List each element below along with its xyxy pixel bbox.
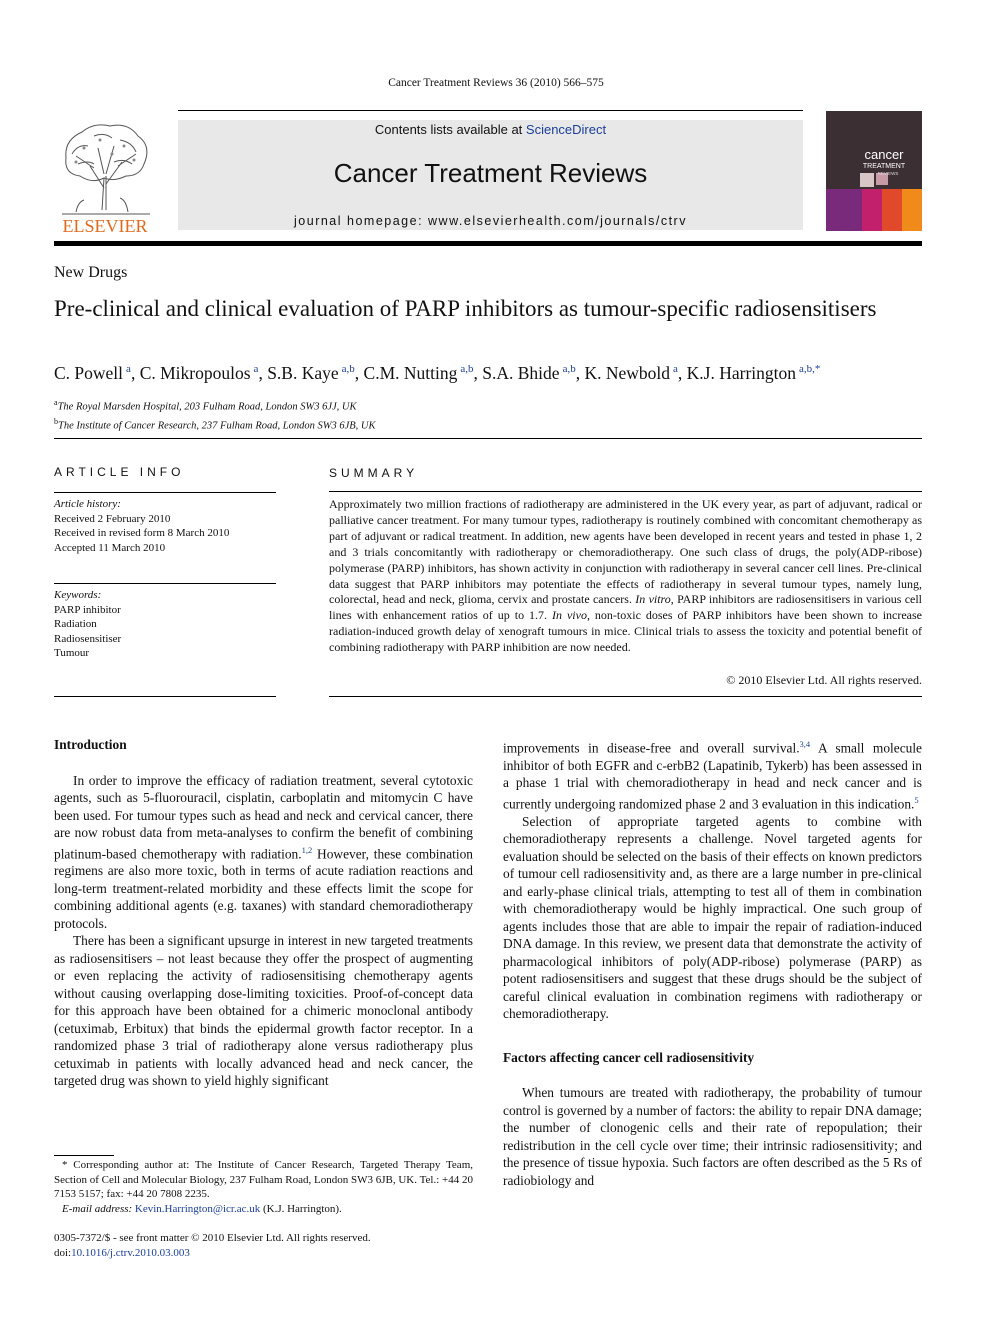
keywords-label: Keywords:	[54, 589, 102, 601]
author-affiliation-mark[interactable]: a,b	[562, 363, 576, 376]
footnote-corresponding: * Corresponding author at: The Institute of Cancer Research, Targeted Therapy Team, Section of Cell and Molecular Biology, 237 Fulham Road, London SW3 6JB, UK. Tel.: +44 20 7153 5157; fax: +44 20 7808 2235.	[54, 1159, 473, 1200]
journal-banner	[178, 120, 803, 230]
journal-title: Cancer Treatment Reviews	[333, 158, 648, 188]
author-affiliation-mark[interactable]: a	[126, 363, 131, 376]
body-column-left	[54, 736, 473, 1090]
history-label: Article history:	[54, 498, 121, 510]
affiliations	[54, 396, 376, 433]
footnote-rule	[54, 1155, 114, 1156]
paragraph-text: improvements in disease-free and overall survival.	[503, 740, 800, 756]
affiliation	[54, 415, 376, 434]
summary-rule	[329, 491, 922, 492]
factors-heading: Factors affecting cancer cell radiosensitivity	[503, 1049, 755, 1065]
introduction-heading: Introduction	[54, 737, 127, 752]
section-label: New Drugs	[54, 264, 128, 281]
paragraph	[503, 736, 922, 813]
author-separator: ,	[258, 363, 268, 383]
author-list	[54, 363, 820, 384]
issn-line: 0305-7372/$ - see front matter © 2010 Elsevier Ltd. All rights reserved.	[54, 1232, 371, 1244]
cover-art	[826, 111, 922, 231]
citation-ref[interactable]: 1,2	[301, 844, 313, 855]
summary-italic: In vitro	[635, 592, 671, 607]
keyword: PARP inhibitor	[54, 603, 121, 616]
article-info-rule	[54, 492, 276, 493]
history-revised: Received in revised form 8 March 2010	[54, 527, 230, 539]
paragraph-text: In order to improve the efficacy of radiation treatment, several cytotoxic agents, such as 5-fluorouracil, cisplatin, carboplatin and mitomycin C have been used. For tumour types such as head and neck and cervical cancer, there are now robust data from meta-analyses to confirm the benefit of combining platinum-based chemotherapy with radiation.	[54, 772, 473, 861]
author-separator: ,	[677, 363, 687, 383]
email-label: E-mail address:	[62, 1202, 135, 1215]
doi-link[interactable]: 10.1016/j.ctrv.2010.03.003	[71, 1246, 190, 1259]
keywords	[54, 588, 121, 661]
citation-ref[interactable]: 5	[914, 794, 919, 805]
contents-prefix: Contents lists available at	[374, 122, 526, 137]
paragraph-text: A small molecule inhibitor of both EGFR and c-erbB2 (Lapatinib, Tykerb) has been assessed in a phase 1 trial with chemoradiotherapy in head and neck cancer and is currently undergoing randomized phase 2 and 3 evaluation in this indication.	[503, 740, 922, 812]
cover-title-3: REVIEWS	[877, 171, 899, 176]
history-received: Received 2 February 2010	[54, 512, 171, 525]
paragraph	[54, 772, 473, 933]
header-rule	[178, 110, 803, 111]
author-name: S.A. Bhide	[482, 363, 560, 383]
author-name: C.M. Nutting	[363, 363, 458, 383]
article-title: Pre-clinical and clinical evaluation of PARP inhibitors as tumour-specific radiosensitisers	[54, 296, 877, 321]
summary-heading: SUMMARY	[329, 466, 419, 480]
front-matter-rule	[54, 438, 922, 439]
author-name: C. Powell	[54, 363, 124, 383]
summary-rule	[329, 696, 922, 697]
elsevier-wordmark: ELSEVIER	[62, 216, 148, 236]
journal-cover	[826, 111, 922, 231]
page-footer	[54, 1231, 371, 1260]
article-info-rule	[54, 696, 276, 697]
affiliation	[54, 396, 376, 415]
article-history	[54, 497, 229, 555]
author-name: K. Newbold	[584, 363, 671, 383]
paragraph-text: However, these combination regimens are also more toxic, both in terms of acute radiation reactions and long-term treatment-related morbidity and these effects limit the scope for combining additional agents (e.g. taxanes) with standard chemoradiotherapy protocols.	[54, 845, 473, 931]
author-affiliation-mark[interactable]: a	[673, 363, 678, 376]
affiliation-mark: a	[54, 398, 58, 407]
author-name: K.J. Harrington	[686, 363, 797, 383]
body-column-right	[503, 736, 922, 1189]
contents-line	[178, 122, 803, 137]
author-separator: ,	[130, 363, 140, 383]
journal-citation: Cancer Treatment Reviews 36 (2010) 566–575	[388, 77, 604, 89]
author-separator: ,	[354, 363, 364, 383]
summary-part: Approximately two million fractions of radiotherapy are administered in the UK every year, as part of adjuvant, radical or palliative cancer treatment. For many tumour types, radiotherapy is routinely combined with concomitant chemotherapy as part of adjuvant or radical treatment. In addition, new agents have been developed in recent years and tested in phase 1, 2 and 3 trials concomitantly with radiotherapy or chemoradiotherapy. One such class of drugs, the poly(ADP-ribose) polymerase (PARP) inhibitors, has shown activity in conjunction with radiotherapy in several cancer cell lines. Pre-clinical data suggest that PARP inhibitors may potentiate the effects of radiotherapy in several tumour types, namely lung, colorectal, head and neck, glioma, cervix and prostate cancers.	[329, 497, 922, 607]
author-affiliation-mark[interactable]: a,b	[460, 363, 474, 376]
keyword: Tumour	[54, 647, 90, 659]
author-name: C. Mikropoulos	[139, 363, 251, 383]
author-affiliation-mark[interactable]: a,b,*	[799, 363, 821, 376]
keyword: Radiation	[54, 618, 97, 630]
elsevier-tree-icon	[54, 118, 156, 236]
paragraph: There has been a significant upsurge in interest in new targeted treatments as radiosensitisers – not least because they offer the prospect of augmenting or even replacing the activity of radiosensitising chemotherapy agents without causing overlapping dose-limiting toxicities. Proof-of-concept data for this approach have been obtained for a chimeric monoclonal antibody (cetuximab, Erbitux) that binds the epidermal growth factor receptor. In a randomized phase 3 trial of radiotherapy alone versus radiotherapy plus cetuximab in patients with locally advanced head and neck cancer, the targeted drug was shown to yield highly significant	[54, 933, 473, 1089]
author-separator: ,	[473, 363, 483, 383]
author-name: S.B. Kaye	[267, 363, 339, 383]
corresponding-footnote	[54, 1158, 473, 1216]
paragraph: When tumours are treated with radiotherapy, the probability of tumour control is governed by a number of factors: the ability to repair DNA damage; the number of clonogenic cells and their rate of repopulation; their redistribution in the cell cycle over time; their intrinsic radiosensitivity; and the presence of tissue hypoxia. Such factors are often described as the 5 Rs of radiobiology and	[503, 1085, 922, 1188]
summary-text	[329, 497, 922, 656]
history-accepted: Accepted 11 March 2010	[54, 541, 166, 554]
summary-copyright: © 2010 Elsevier Ltd. All rights reserved.	[726, 673, 922, 687]
elsevier-logo	[54, 118, 156, 236]
doi-prefix: doi:	[54, 1246, 72, 1259]
cover-title-1: cancer	[864, 147, 904, 162]
email-link[interactable]: Kevin.Harrington@icr.ac.uk	[134, 1202, 261, 1215]
keyword: Radiosensitiser	[54, 632, 122, 645]
email-suffix: (K.J. Harrington).	[260, 1202, 342, 1215]
journal-homepage[interactable]: journal homepage: www.elsevierhealth.com/journals/ctrv	[294, 214, 687, 228]
author-affiliation-mark[interactable]: a	[253, 363, 259, 376]
header-thick-rule	[54, 241, 922, 246]
author-separator: ,	[575, 363, 585, 383]
article-info-rule	[54, 583, 276, 584]
author-affiliation-mark[interactable]: a,b	[341, 363, 355, 376]
affiliation-mark: b	[54, 416, 58, 426]
summary-part: , non-toxic doses of PARP inhibitors have been shown to increase radiation-induced growth delay of xenograft tumours in mice. Clinical trials to assess the toxicity and potential benefit of combining radiotherapy with PARP inhibition are now needed.	[329, 608, 922, 655]
summary-italic: In vivo	[552, 608, 587, 623]
affiliation-text: The Institute of Cancer Research, 237 Fulham Road, London SW3 6JB, UK	[58, 420, 376, 431]
cover-title-2: TREATMENT	[862, 163, 906, 170]
summary-part: , PARP inhibitors are radiosensitisers in various cell lines with enhancement ratios of up to 1.7.	[329, 592, 923, 623]
paragraph: Selection of appropriate targeted agents to combine with chemoradiotherapy represents a challenge. Novel targeted agents for evaluation should be selected on the basis of their effects on known predictors of tumour cell radiosensitivity and, as there are a large number in pre-clinical and early-phase clinical trials, attempting to test all of them in combination with chemoradiotherapy would be highly impractical. One such group of agents includes those that are able to impair the repair of radiation-induced DNA damage. In this review, we present data that demonstrate the activity of pharmacological inhibitors of poly(ADP-ribose) polymerase (PARP) as potent radiosensitisers and suggest that these drugs should be the subject of careful clinical evaluation in combination regimens with radiotherapy or chemoradiotherapy.	[503, 813, 922, 1022]
sciencedirect-link[interactable]: ScienceDirect	[525, 122, 607, 137]
affiliation-text: The Royal Marsden Hospital, 203 Fulham Road, London SW3 6JJ, UK	[57, 401, 357, 413]
citation-ref[interactable]: 3,4	[799, 739, 811, 749]
article-info-heading: ARTICLE INFO	[54, 465, 185, 479]
